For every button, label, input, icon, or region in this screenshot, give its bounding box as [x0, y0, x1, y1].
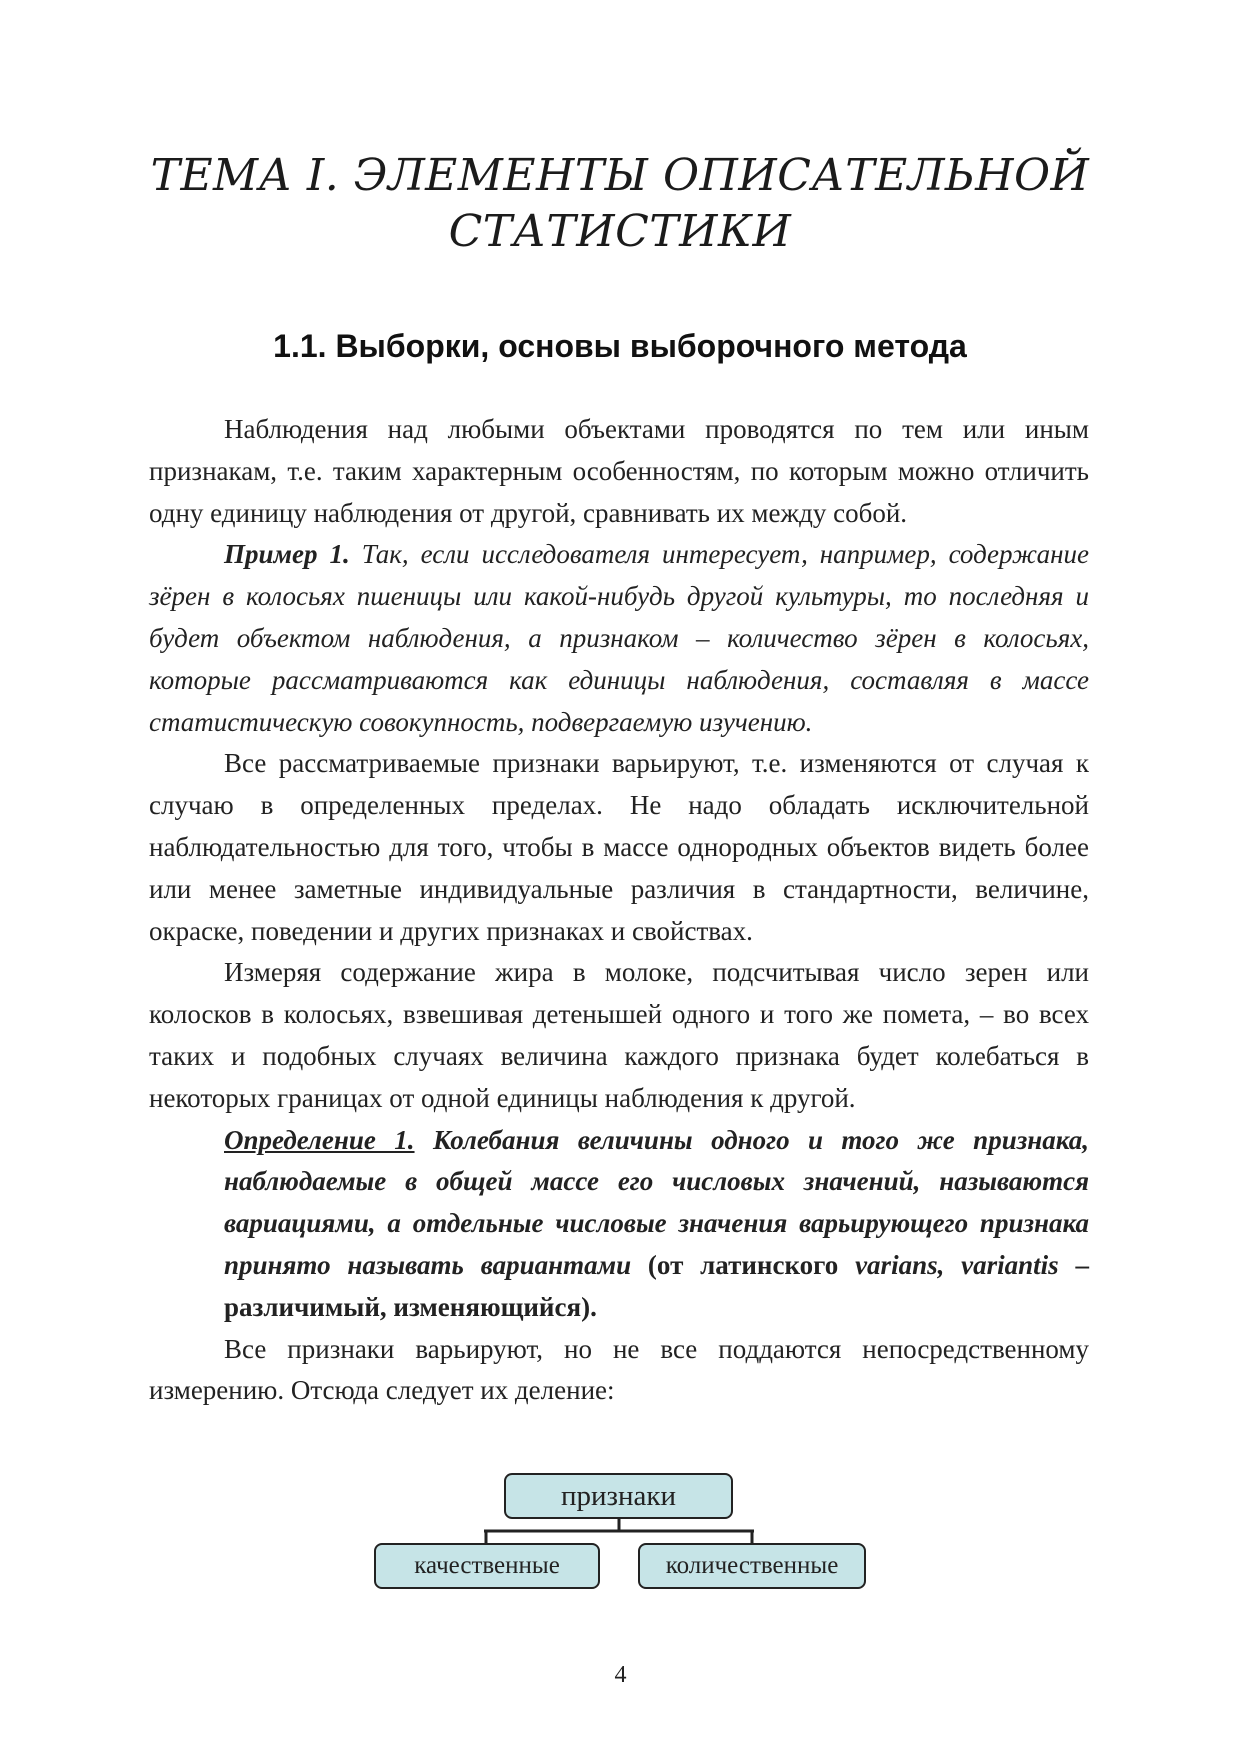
- paragraph-measuring: Измеряя содержание жира в молоке, подсчитывая число зерен или колосков в колосьях, взвешивая детенышей одного и того же помета, – во всех таких и подобных случаях величина каждого признака будет колебаться в некоторых границах от одной единицы наблюдения к другой.: [149, 957, 1089, 1113]
- definition-tail: (от латинского: [631, 1249, 856, 1280]
- paragraph-division: Все признаки варьируют, но не все поддаются непосредственному измерению. Отсюда следует их деление:: [149, 1333, 1089, 1406]
- chapter-title-line-2: СТАТИСТИКИ: [448, 206, 792, 257]
- definition-text: Колебания величины одного и того же признака, наблюдаемые в общей массе его числовых значений, называются вариациями, а отдельные числовые значения варьирующего признака принято называть вариантами: [224, 1124, 1089, 1280]
- diagram-node-qualitative: качественные: [374, 1543, 600, 1589]
- diagram-node-features: признаки: [504, 1473, 733, 1519]
- paragraph-variation: Все рассматриваемые признаки варьируют, т.е. изменяются от случая к случаю в определенных пределах. Не надо обладать исключительной наблюдательностью для того, чтобы в массе однородных объектов видеть более или менее заметные индивидуальные различия в стандартности, величине, окраске, поведении и других признаках и свойствах.: [149, 748, 1089, 946]
- example-paragraph: [149, 534, 1089, 743]
- example-text: Так, если исследователя интересует, например, содержание зёрен в колосьях пшеницы или какой-нибудь другой культуры, то последняя и будет объектом наблюдения, а признаком – количество зёрен в колосьях, которые рассматриваются как единицы наблюдения, составляя в массе статистическую совокупность, подвергаемую изучению.: [149, 539, 1090, 737]
- chapter-title-line-1: ТЕМА I. ЭЛЕМЕНТЫ ОПИСАТЕЛЬНОЙ: [150, 150, 1090, 201]
- body-text: [149, 409, 1089, 1412]
- definition-translation: – различимый, изменяющийся).: [224, 1249, 1090, 1322]
- diagram-node-quantitative: количественные: [638, 1543, 866, 1589]
- definition-label: Определение 1.: [224, 1124, 415, 1155]
- page-number: 4: [614, 1662, 627, 1688]
- example-label: Пример 1.: [224, 539, 350, 570]
- section-title: 1.1. Выборки, основы выборочного метода: [273, 328, 967, 364]
- paragraph-observations: Наблюдения над любыми объектами проводятся по тем или иным признакам, т.е. таким характерным особенностям, по которым можно отличить одну единицу наблюдения от другой, сравнивать их между собой.: [149, 414, 1089, 528]
- definition-paragraph: [149, 1120, 1089, 1329]
- chapter-title: [140, 148, 1100, 260]
- definition-latin-term: varians, variantis: [855, 1249, 1059, 1280]
